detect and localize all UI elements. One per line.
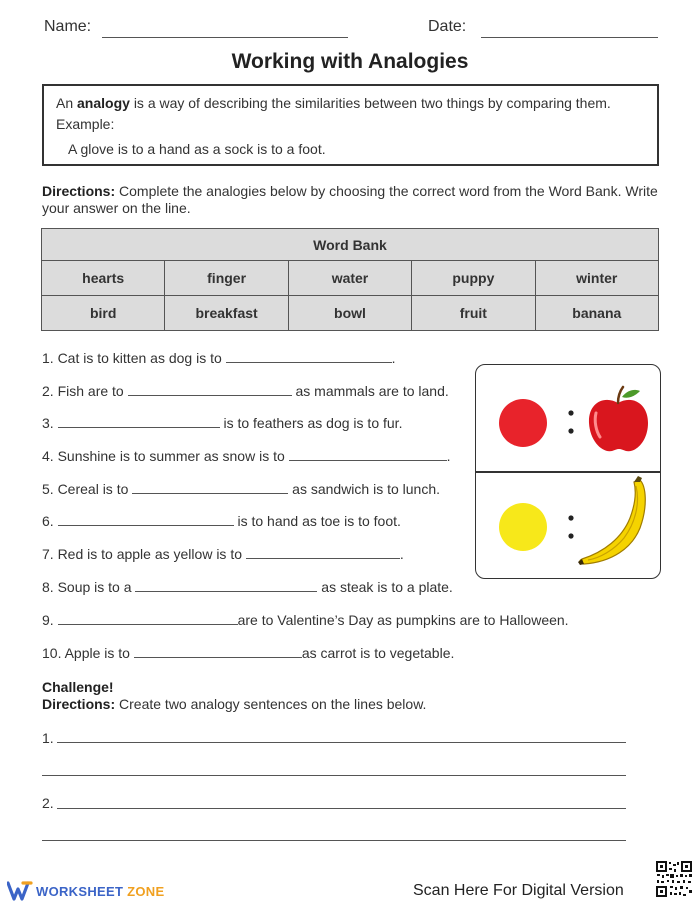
question-text: is to hand as toe is to foot.	[237, 513, 401, 529]
question-text: are to Valentine’s Day as pumpkins are to Halloween.	[237, 612, 569, 628]
word-bank-cell: bird	[42, 296, 165, 331]
question-8	[42, 579, 453, 597]
question-text: 5. Cereal is to	[42, 481, 129, 497]
challenge-directions-text: Create two analogy sentences on the lines below.	[119, 696, 427, 712]
answer-blank[interactable]	[132, 481, 288, 494]
red-circle	[499, 399, 547, 447]
word-bank-cell: hearts	[42, 261, 165, 296]
answer-blank[interactable]	[134, 645, 302, 658]
question-text: 4. Sunshine is to summer as snow is to	[42, 448, 285, 464]
example-text: A glove is to a hand as a sock is to a foot.	[68, 141, 326, 157]
challenge-answer-line[interactable]	[42, 840, 626, 841]
colon-dot	[568, 428, 573, 433]
question-text: 6.	[42, 513, 54, 529]
brand-part-2: ZONE	[127, 883, 165, 899]
answer-blank[interactable]	[58, 513, 234, 526]
challenge-line-number-2: 2.	[42, 795, 54, 811]
definition-box	[42, 84, 659, 166]
word-bank-cell: winter	[535, 261, 658, 296]
question-7	[42, 546, 404, 564]
question-4	[42, 448, 451, 466]
scan-text: Scan Here For Digital Version	[413, 882, 624, 899]
answer-blank[interactable]	[289, 448, 447, 461]
question-text: as carrot is to vegetable.	[301, 645, 455, 661]
brand-part-1: WORKSHEET	[36, 883, 124, 899]
brand-name	[36, 884, 164, 899]
logo-w-icon	[7, 881, 33, 901]
challenge-directions-label: Directions:	[42, 696, 116, 712]
question-2	[42, 383, 449, 401]
answer-blank[interactable]	[58, 612, 238, 625]
header-row	[44, 18, 658, 42]
date-line[interactable]	[481, 37, 658, 38]
question-text: .	[399, 546, 404, 562]
worksheet-zone-logo[interactable]	[7, 880, 164, 902]
question-text: 2. Fish are to	[42, 383, 124, 399]
name-line[interactable]	[102, 37, 348, 38]
answer-blank[interactable]	[246, 546, 400, 559]
directions-label: Directions:	[42, 183, 116, 199]
challenge-heading: Challenge!	[42, 679, 114, 695]
colon-dot	[568, 515, 573, 520]
apple-analogy	[476, 365, 661, 471]
word-bank-cell: finger	[165, 261, 288, 296]
banana-analogy	[476, 472, 661, 579]
name-label: Name:	[44, 18, 92, 35]
question-text: 8. Soup is to a	[42, 579, 132, 595]
answer-blank[interactable]	[58, 415, 220, 428]
question-text: 10. Apple is to	[42, 645, 130, 661]
definition-text: is a way of describing the similarities between two things by comparing them.	[133, 95, 611, 111]
analogy-picture-box	[475, 364, 661, 579]
banana-icon	[578, 476, 645, 565]
question-text: as sandwich is to lunch.	[292, 481, 441, 497]
question-9	[42, 612, 569, 630]
question-text: 1. Cat is to kitten as dog is to	[42, 350, 222, 366]
question-text: 3.	[42, 415, 54, 431]
apple-icon	[589, 387, 648, 451]
word-bank-cell: banana	[535, 296, 658, 331]
answer-blank[interactable]	[128, 383, 292, 396]
question-3	[42, 415, 402, 433]
qr-code-icon[interactable]	[655, 860, 693, 898]
page-title: Working with Analogies	[231, 50, 469, 73]
question-5	[42, 481, 440, 499]
challenge-line-number-1: 1.	[42, 730, 54, 746]
question-text: .	[391, 350, 396, 366]
question-text: 9.	[42, 612, 54, 628]
word-bank-row	[42, 261, 659, 296]
example-label: Example:	[56, 116, 115, 132]
directions	[42, 183, 662, 217]
answer-blank[interactable]	[135, 579, 317, 592]
definition-term: analogy	[77, 95, 130, 111]
question-text: as mammals are to land.	[295, 383, 449, 399]
word-bank-cell: water	[288, 261, 411, 296]
answer-blank[interactable]	[226, 350, 392, 363]
date-label: Date:	[428, 18, 467, 35]
question-10	[42, 645, 454, 663]
challenge-answer-line[interactable]	[57, 742, 626, 743]
challenge-answer-line[interactable]	[57, 808, 626, 809]
word-bank-row	[42, 296, 659, 331]
question-text: 7. Red is to apple as yellow is to	[42, 546, 242, 562]
word-bank-cell: bowl	[288, 296, 411, 331]
word-bank-cell: puppy	[412, 261, 535, 296]
question-text: .	[446, 448, 451, 464]
colon-dot	[568, 533, 573, 538]
colon-dot	[568, 410, 573, 415]
question-text: is to feathers as dog is to fur.	[223, 415, 403, 431]
question-1	[42, 350, 396, 368]
word-bank-cell: breakfast	[165, 296, 288, 331]
word-bank	[41, 228, 659, 331]
question-text: as steak is to a plate.	[321, 579, 453, 595]
word-bank-cell: fruit	[412, 296, 535, 331]
yellow-circle	[499, 503, 547, 551]
definition-prefix: An	[56, 95, 74, 111]
question-6	[42, 513, 401, 531]
challenge-section	[42, 679, 662, 713]
challenge-answer-line[interactable]	[42, 775, 626, 776]
directions-text: Complete the analogies below by choosing the correct word from the Word Bank. Write your answer on the line.	[42, 183, 658, 216]
word-bank-title: Word Bank	[42, 229, 659, 261]
